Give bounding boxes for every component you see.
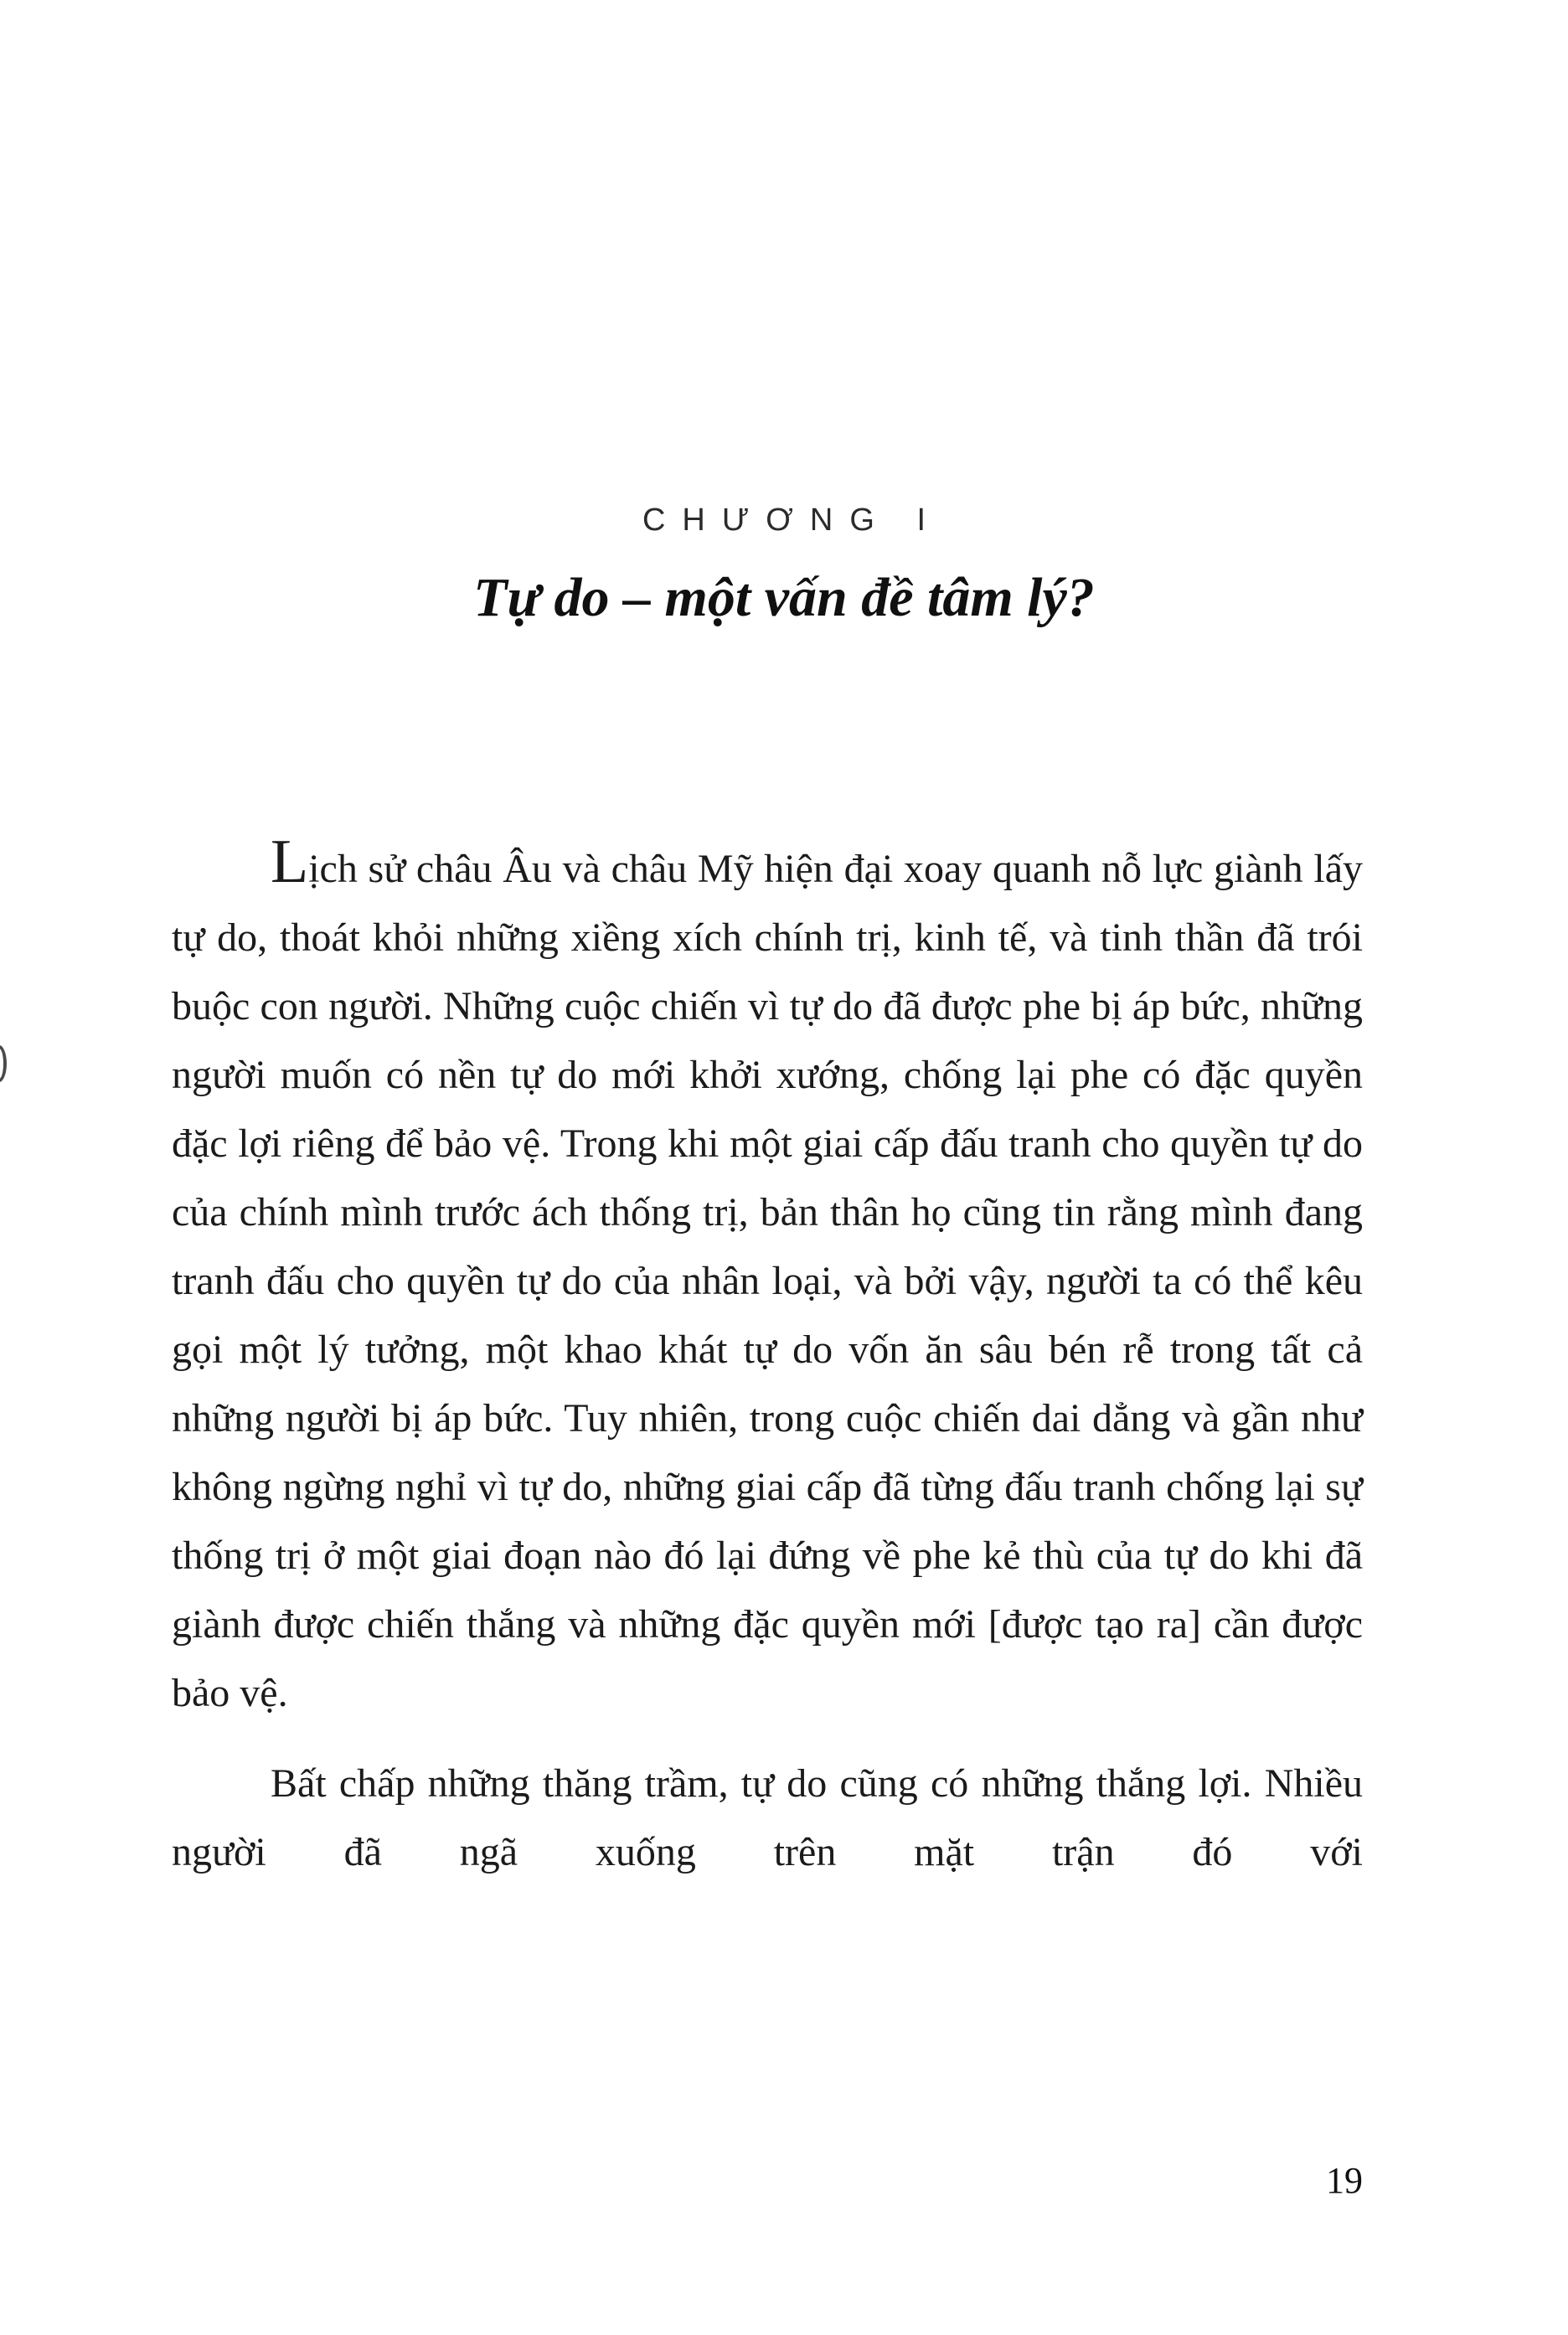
- chapter-label: CHƯƠNG I: [642, 503, 943, 538]
- page-number: 19: [1326, 2160, 1363, 2201]
- initial-cap: L: [271, 827, 309, 896]
- paragraph-1: [172, 827, 1363, 1728]
- chapter-title: Tự do – một vấn đề tâm lý?: [473, 567, 1095, 628]
- paragraph-2: Bất chấp những thăng trầm, tự do cũng có những thắng lợi. Nhiều người đã ngã xuống trên mặt trận đó với: [172, 1761, 1363, 1874]
- paragraph-1-text: ịch sử châu Âu và châu Mỹ hiện đại xoay quanh nỗ lực giành lấy tự do, thoát khỏi những xiềng xích chính trị, kinh tế, và tinh thần đã trói buộc con người. Những cuộc chiến vì tự do đã được phe bị áp bức, những người muốn có nền tự do mới khởi xướng, chống lại phe có đặc quyền đặc lợi riêng để bảo vệ. Trong khi một giai cấp đấu tranh cho quyền tự do của chính mình trước ách thống trị, bản thân họ cũng tin rằng mình đang tranh đấu cho quyền tự do của nhân loại, và bởi vậy, người ta có thể kêu gọi một lý tưởng, một khao khát tự do vốn ăn sâu bén rễ trong tất cả những người bị áp bức. Tuy nhiên, trong cuộc chiến dai dẳng và gần như không ngừng nghỉ vì tự do, những giai cấp đã từng đấu tranh chống lại sự thống trị ở một giai đoạn nào đó lại đứng về phe kẻ thù của tự do khi đã giành được chiến thắng và những đặc quyền mới [được tạo ra] cần được bảo vệ.: [172, 847, 1363, 1715]
- scan-artifact: [0, 1045, 7, 1082]
- body-text: [172, 827, 1363, 1909]
